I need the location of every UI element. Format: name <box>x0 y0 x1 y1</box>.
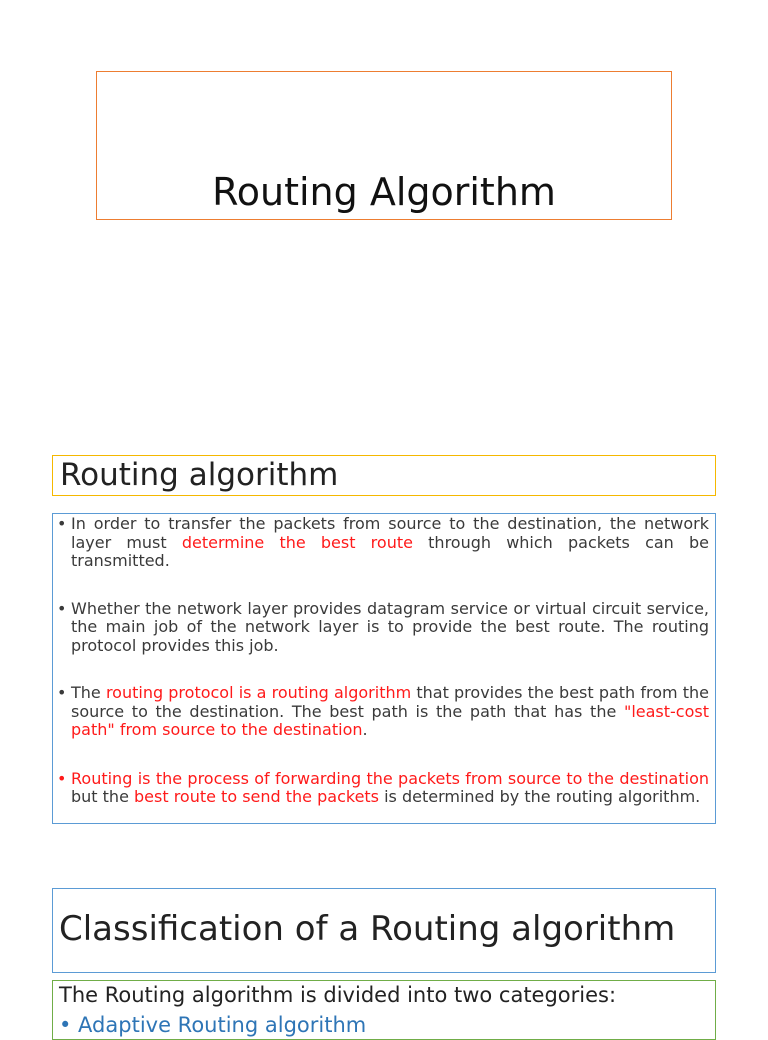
bullet-dot-icon: • <box>57 598 67 618</box>
bullet-text <box>71 683 709 739</box>
bullet-highlight: "least-cost path" from source to the destination <box>71 701 709 739</box>
bullet-highlight: Routing is the process of forwarding the packets from source to the destination <box>71 768 709 788</box>
bullet-text <box>71 769 709 807</box>
bullet-text-segment: that provides the best path from the source to the destination. The best path is the path that has the <box>71 683 710 721</box>
slide-title: Routing Algorithm <box>212 170 556 214</box>
bullet-item <box>57 770 709 807</box>
bullet-highlight: routing protocol is a routing algorithm <box>105 683 412 702</box>
bullet-text-segment: is determined by the routing algorithm. <box>379 787 701 806</box>
bullet-text <box>71 514 709 570</box>
bullet-list <box>57 515 709 807</box>
classification-heading: Classification of a Routing algorithm <box>59 909 676 949</box>
bullet-item <box>57 515 709 571</box>
bullet-text <box>71 599 709 655</box>
bullet-highlight: best route to send the packets <box>134 787 380 806</box>
categories-intro: The Routing algorithm is divided into two categories: <box>59 983 617 1007</box>
category-item-adaptive: • Adaptive Routing algorithm <box>59 1013 367 1037</box>
bullet-text-segment: . <box>362 720 368 739</box>
bullet-highlight: determine the best route <box>181 532 413 552</box>
bullet-text-segment: Whether the network layer provides datagram service or virtual circuit service, the main job of the network layer is to provide the best route. The routing protocol provides this job. <box>71 598 709 655</box>
bullet-text-segment: through which packets can be transmitted. <box>71 532 710 570</box>
section-heading: Routing algorithm <box>60 457 339 493</box>
bullet-dot-icon: • <box>57 768 67 788</box>
bullet-text-segment: The <box>71 683 106 702</box>
bullet-dot-icon: • <box>57 514 67 533</box>
bullet-item <box>57 684 709 740</box>
bullet-text-segment: In order to transfer the packets from source to the destination, the network layer must <box>71 514 709 552</box>
bullet-item <box>57 600 709 656</box>
bullet-text-segment: but the <box>71 787 134 806</box>
bullet-dot-icon: • <box>57 683 67 702</box>
